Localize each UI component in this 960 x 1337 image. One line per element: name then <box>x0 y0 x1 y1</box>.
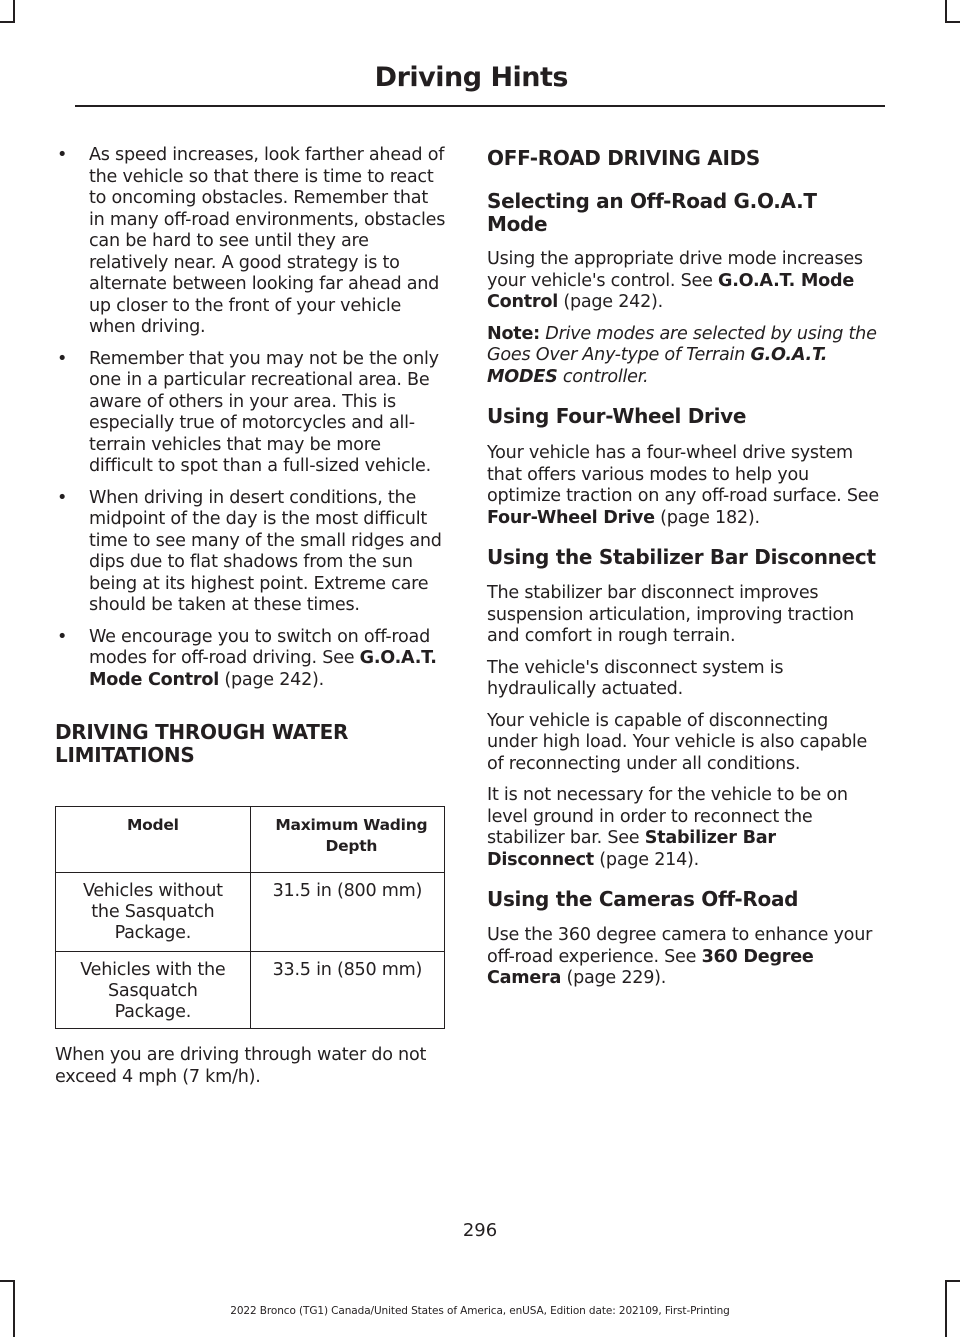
note-label: Note: <box>487 323 540 344</box>
table-header-cell: Maximum Wading Depth <box>250 807 444 873</box>
paragraph: When you are driving through water do not exceed 4 mph (7 km/h). <box>55 1045 427 1087</box>
xref-link[interactable]: Stabilizer Bar Disconnect <box>487 828 776 870</box>
list-item: • We encourage you to switch on off-road modes for off-road driving. See G.O.A.T. Mode Control (page 242). <box>57 626 437 690</box>
page-title: Driving Hints <box>374 62 568 93</box>
paragraph: Using the appropriate drive mode increases your vehicle's control. See G.O.A.T. Mode Control (page 242). <box>487 249 863 312</box>
xref-link[interactable]: Four-Wheel Drive <box>487 507 655 528</box>
section-heading: OFF-ROAD DRIVING AIDS <box>487 146 761 170</box>
crop-mark <box>0 1280 15 1282</box>
subsection-heading: Selecting an Off-Road G.O.A.T Mode <box>487 189 817 236</box>
paragraph: The stabilizer bar disconnect improves suspension articulation, improving traction and comfort in rough terrain. <box>487 583 854 646</box>
paragraph: Your vehicle has a four-wheel drive system that offers various modes to help you optimize traction on any off-road surface. See Four-Wheel Drive (page 182). <box>487 443 879 528</box>
paragraph: Your vehicle is capable of disconnecting under high load. Your vehicle is also capable of reconnecting under all conditions. <box>487 710 868 774</box>
page-number: 296 <box>462 1220 498 1241</box>
table-header-row <box>56 807 445 873</box>
paragraph: It is not necessary for the vehicle to be on level ground in order to reconnect the stabilizer bar. See Stabilizer Bar Disconnect (page 214). <box>487 785 848 870</box>
list-item: • As speed increases, look farther ahead of the vehicle so that there is time to react to oncoming obstacles. Remember that in many off-road environments, obstacles can be hard to see until they are relatively near. A good strategy is to alternate between looking far ahead and up closer to the front of your vehicle when driving. <box>57 145 446 337</box>
xref-link[interactable]: G.O.A.T. Mode Control <box>89 648 437 690</box>
list-item: • Remember that you may not be the only one in a particular recreational area. Be aware of others in your area. This is especially true of motorcycles and all-terrain vehicles that may be more difficult to spot than a full-sized vehicle. <box>57 348 439 476</box>
paragraph: Use the 360 degree camera to enhance your off-road experience. See 360 Degree Camera (page 229). <box>487 925 873 988</box>
paragraph: The vehicle's disconnect system is hydraulically actuated. <box>487 657 784 699</box>
table-row <box>56 873 445 952</box>
list-item: • When driving in desert conditions, the midpoint of the day is the most difficult time to see many of the small ridges and dips due to flat shadows from the sun being at its highest point. Extreme care should be taken at these times. <box>57 487 442 615</box>
table-cell: Vehicles without the Sasquatch Package. <box>56 873 251 952</box>
wading-depth-table <box>55 806 445 1029</box>
footer-edition: 2022 Bronco (TG1) Canada/United States of America, enUSA, Edition date: 202109, First-Printing <box>230 1305 730 1317</box>
table-header-cell: Model <box>56 807 251 873</box>
left-column <box>55 145 447 1088</box>
crop-mark <box>13 0 15 22</box>
note-paragraph: Note: Drive modes are selected by using the Goes Over Any-type of Terrain G.O.A.T. MODES controller. <box>487 323 877 387</box>
table-cell: 31.5 in (800 mm) <box>250 873 444 952</box>
table-row <box>56 952 445 1029</box>
bullet-list <box>55 145 447 691</box>
crop-mark <box>945 1280 960 1282</box>
table-cell: Vehicles with the Sasquatch Package. <box>56 952 251 1029</box>
xref-link[interactable]: G.O.A.T. Mode Control <box>487 270 855 312</box>
subsection-heading: Using Four-Wheel Drive <box>487 404 747 428</box>
subsection-heading: Using the Cameras Off-Road <box>487 887 799 911</box>
crop-mark <box>945 0 947 22</box>
xref-link[interactable]: 360 Degree Camera <box>487 946 814 988</box>
section-heading: DRIVING THROUGH WATER LIMITATIONS <box>55 720 349 767</box>
table-cell: 33.5 in (850 mm) <box>250 952 444 1029</box>
header-rule <box>75 105 885 107</box>
crop-mark <box>0 21 15 23</box>
crop-mark <box>945 21 960 23</box>
subsection-heading: Using the Stabilizer Bar Disconnect <box>487 545 876 569</box>
right-column <box>487 145 879 990</box>
